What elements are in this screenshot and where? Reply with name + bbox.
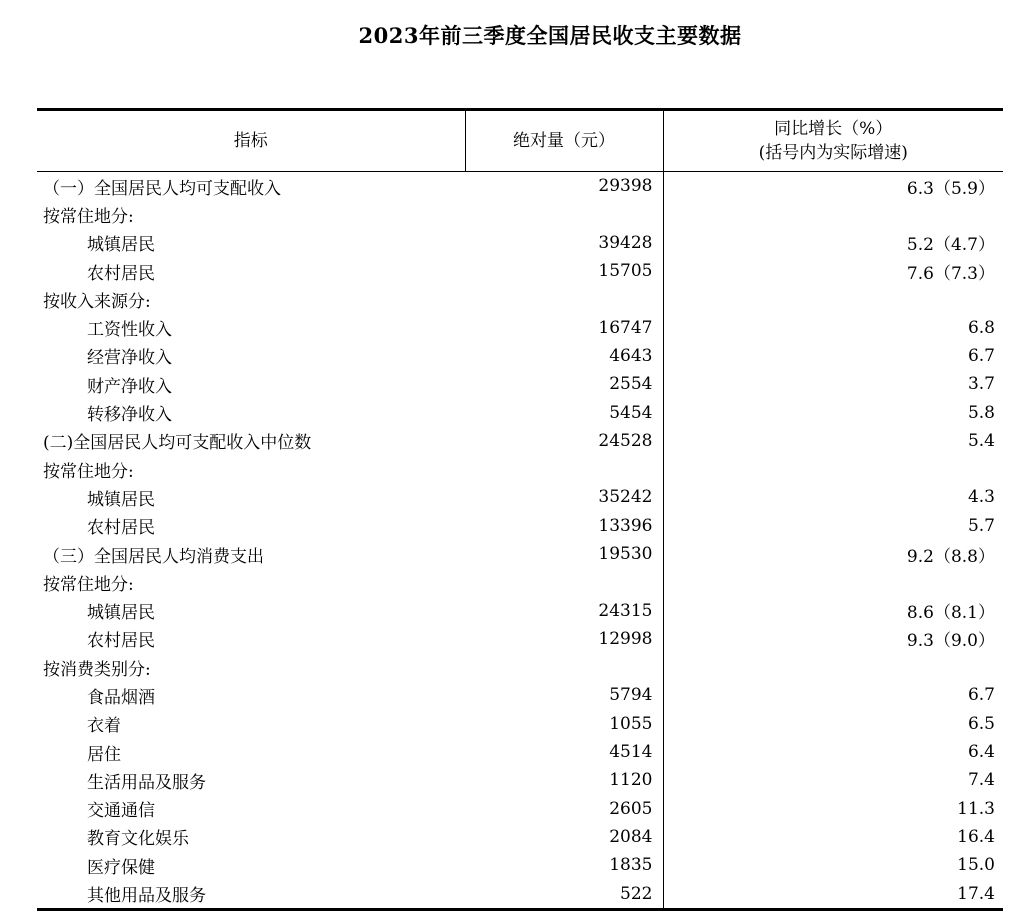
row-growth: 5.2（4.7） <box>906 235 995 256</box>
row-value: 35242 <box>465 483 663 511</box>
row-growth <box>663 285 1003 313</box>
row-growth: 5.4 <box>967 430 995 451</box>
row-label: 财产净收入 <box>87 376 172 397</box>
table-row <box>37 625 1003 653</box>
row-value: 16747 <box>465 313 663 341</box>
table-row <box>37 512 1003 540</box>
row-value: 12998 <box>465 625 663 653</box>
row-value: 5794 <box>465 681 663 709</box>
row-value: 2605 <box>465 795 663 823</box>
row-label: 经营净收入 <box>87 348 172 369</box>
row-label: 按收入来源分: <box>43 291 151 312</box>
row-label: 工资性收入 <box>87 320 172 341</box>
data-table <box>37 108 1003 911</box>
page-title: 2023年前三季度全国居民收支主要数据 <box>358 23 742 48</box>
table-row <box>37 172 1003 201</box>
table-row <box>37 427 1003 455</box>
row-value <box>465 200 663 228</box>
row-growth: 7.6（7.3） <box>906 263 995 284</box>
row-growth: 6.7 <box>967 685 995 706</box>
row-growth <box>663 653 1003 681</box>
row-label: 转移净收入 <box>87 405 172 426</box>
row-growth: 6.4 <box>967 742 995 763</box>
row-label: 城镇居民 <box>87 603 155 624</box>
row-value: 13396 <box>465 512 663 540</box>
row-growth: 7.4 <box>967 770 995 791</box>
row-value: 4643 <box>465 342 663 370</box>
row-value: 39428 <box>465 229 663 257</box>
row-value: 1055 <box>465 710 663 738</box>
row-growth: 4.3 <box>967 487 995 508</box>
table-row <box>37 823 1003 851</box>
row-growth: 8.6（8.1） <box>906 603 995 624</box>
table-row <box>37 257 1003 285</box>
table-row <box>37 229 1003 257</box>
table-row <box>37 200 1003 228</box>
table-row <box>37 653 1003 681</box>
row-growth: 6.7 <box>967 345 995 366</box>
row-label: 医疗保健 <box>87 857 155 878</box>
row-value: 4514 <box>465 738 663 766</box>
row-value: 5454 <box>465 398 663 426</box>
row-label: 城镇居民 <box>87 489 155 510</box>
row-label: （一）全国居民人均可支配收入 <box>43 178 281 199</box>
row-growth <box>663 568 1003 596</box>
table-row <box>37 398 1003 426</box>
row-value <box>465 455 663 483</box>
row-value <box>465 285 663 313</box>
table-row <box>37 738 1003 766</box>
row-growth: 9.3（9.0） <box>906 631 995 652</box>
table-row <box>37 313 1003 341</box>
row-label: 城镇居民 <box>87 235 155 256</box>
row-growth <box>663 200 1003 228</box>
table-row <box>37 710 1003 738</box>
row-value: 29398 <box>465 172 663 201</box>
row-value: 522 <box>465 879 663 909</box>
row-growth: 9.2（8.8） <box>906 546 995 567</box>
header-growth-line2: (括号内为实际增速) <box>758 143 908 163</box>
table-row <box>37 342 1003 370</box>
header-growth <box>663 110 1003 172</box>
row-label: (二)全国居民人均可支配收入中位数 <box>43 433 312 454</box>
table-row <box>37 455 1003 483</box>
table-row <box>37 540 1003 568</box>
row-value: 1835 <box>465 851 663 879</box>
row-growth: 15.0 <box>957 855 995 876</box>
row-growth: 6.3（5.9） <box>906 178 995 199</box>
row-label: 按常住地分: <box>43 206 134 227</box>
row-value: 15705 <box>465 257 663 285</box>
row-label: 按消费类别分: <box>43 659 151 680</box>
row-label: 食品烟酒 <box>87 687 155 708</box>
row-growth: 6.5 <box>967 713 995 734</box>
table-row <box>37 879 1003 909</box>
row-growth <box>663 455 1003 483</box>
row-value: 1120 <box>465 766 663 794</box>
row-label: 农村居民 <box>87 518 155 539</box>
row-label: 生活用品及服务 <box>87 772 206 793</box>
row-growth: 16.4 <box>957 826 995 847</box>
row-label: 按常住地分: <box>43 461 134 482</box>
table-row <box>37 285 1003 313</box>
table-body <box>37 172 1003 910</box>
table-row <box>37 795 1003 823</box>
row-value: 24315 <box>465 596 663 624</box>
row-growth: 17.4 <box>663 879 1003 909</box>
row-growth: 6.8 <box>967 317 995 338</box>
row-value: 19530 <box>465 540 663 568</box>
table-row <box>37 568 1003 596</box>
row-label: 教育文化娱乐 <box>87 829 189 850</box>
table-row <box>37 483 1003 511</box>
row-label: 农村居民 <box>87 631 155 652</box>
table-row <box>37 851 1003 879</box>
row-label: （三）全国居民人均消费支出 <box>43 546 264 567</box>
row-label: 居住 <box>87 744 121 765</box>
table-row <box>37 766 1003 794</box>
row-label: 其他用品及服务 <box>37 879 465 909</box>
header-absolute-value: 绝对量（元） <box>465 110 663 172</box>
table-row <box>37 596 1003 624</box>
row-value: 2084 <box>465 823 663 851</box>
row-growth: 5.8 <box>967 402 995 423</box>
row-value <box>465 653 663 681</box>
row-label: 农村居民 <box>87 263 155 284</box>
table-header <box>37 110 1003 172</box>
row-label: 交通通信 <box>87 801 155 822</box>
row-growth: 3.7 <box>967 374 995 395</box>
row-value <box>465 568 663 596</box>
table-row <box>37 681 1003 709</box>
row-growth: 11.3 <box>957 798 995 819</box>
row-value: 24528 <box>465 427 663 455</box>
row-label: 衣着 <box>87 716 121 737</box>
row-value: 2554 <box>465 370 663 398</box>
row-label: 按常住地分: <box>43 574 134 595</box>
header-growth-line1: 同比增长（%） <box>774 119 893 139</box>
table-row <box>37 370 1003 398</box>
header-indicator: 指标 <box>37 110 465 172</box>
row-growth: 5.7 <box>967 515 995 536</box>
